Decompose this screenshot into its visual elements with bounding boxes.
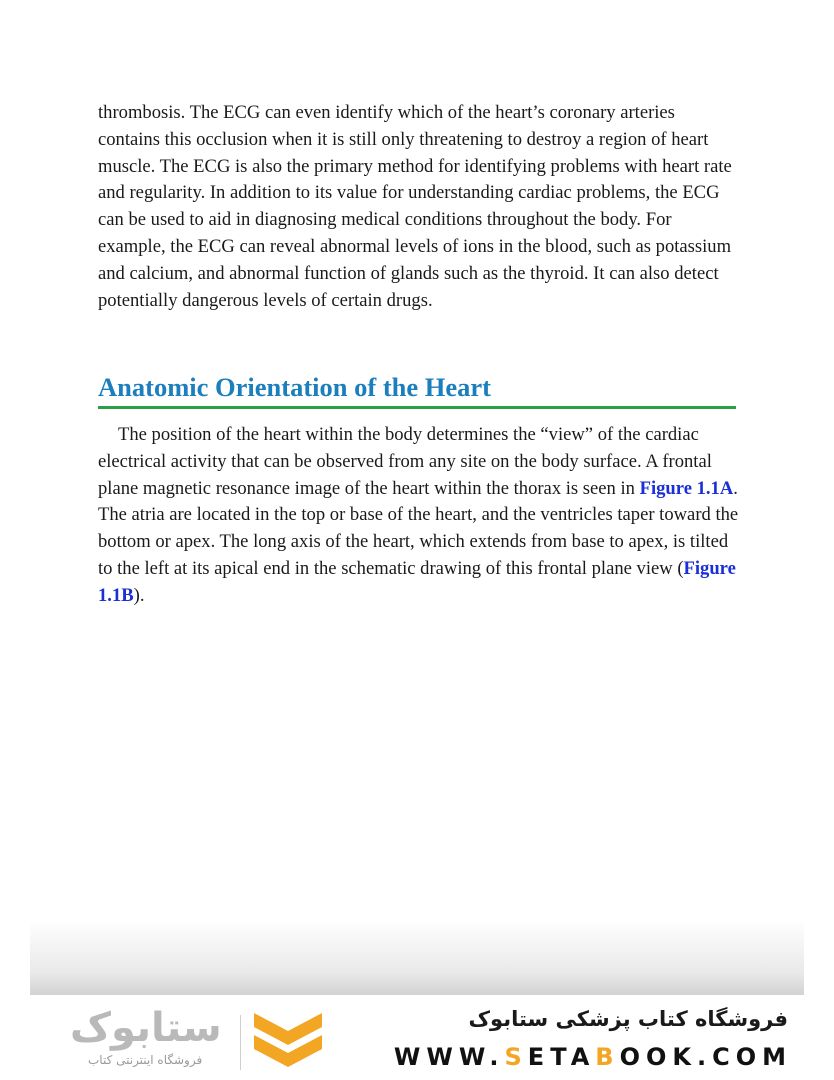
section-heading: Anatomic Orientation of the Heart [98, 370, 736, 409]
paragraph-text-part3: ). [133, 584, 145, 606]
footer-banner [0, 995, 834, 1080]
shop-title: فروشگاه کتاب پزشکی ستابوک [468, 1007, 788, 1031]
url-rest: OOK.COM [619, 1043, 792, 1071]
paragraph-ecg-uses: thrombosis. The ECG can even identify which of the heart’s coronary arteries contains this occlusion when it is still only threatening to destroy a region of heart muscle. The ECG is also the primary method for identifying problems with heart rate and regularity. In addition to its value for understanding cardiac problems, the ECG can be used to aid in diagnosing medical conditions throughout the body. For example, the ECG can reveal abnormal levels of ions in the blood, such as potassium and calcium, and abnormal function of glands such as the thyroid. It can also detect potentially dangerous levels of certain drugs. [98, 102, 732, 311]
paragraph-text-part1: The position of the heart within the body determines the “view” of the cardiac electrical activity that can be observed from any site on the body surface. A frontal plane magnetic resonance image of the heart within the thorax is seen in [98, 424, 712, 499]
brand-logo-subtitle: فروشگاه اینترنتی کتاب [88, 1053, 203, 1067]
page-body [98, 100, 740, 314]
url-mid: ETA [527, 1043, 596, 1071]
url-accent-b: B [595, 1043, 620, 1071]
paragraph-anatomic-orientation [98, 422, 740, 610]
brand-logo-text: ستابوک [70, 1005, 222, 1051]
paragraph-text-part2: . The atria are located in the top or base of the heart, and the ventricles taper toward the bottom or apex. The long axis of the heart, which extends from base to apex, is tilted to the left at its apical end in the schematic drawing of this frontal plane view ( [98, 477, 739, 579]
figure-1-1b-link[interactable]: Figure 1.1B [98, 557, 736, 606]
logo-divider [240, 1015, 241, 1070]
shop-url[interactable] [394, 1043, 792, 1071]
figure-1-1a-link[interactable]: Figure 1.1A [639, 477, 734, 499]
brand-chevron-icon [250, 1009, 326, 1073]
footer-shadow [30, 920, 804, 995]
url-prefix: WWW. [393, 1043, 505, 1071]
paragraph-anatomic-orientation-block [98, 422, 740, 610]
url-accent-s: S [504, 1043, 528, 1071]
